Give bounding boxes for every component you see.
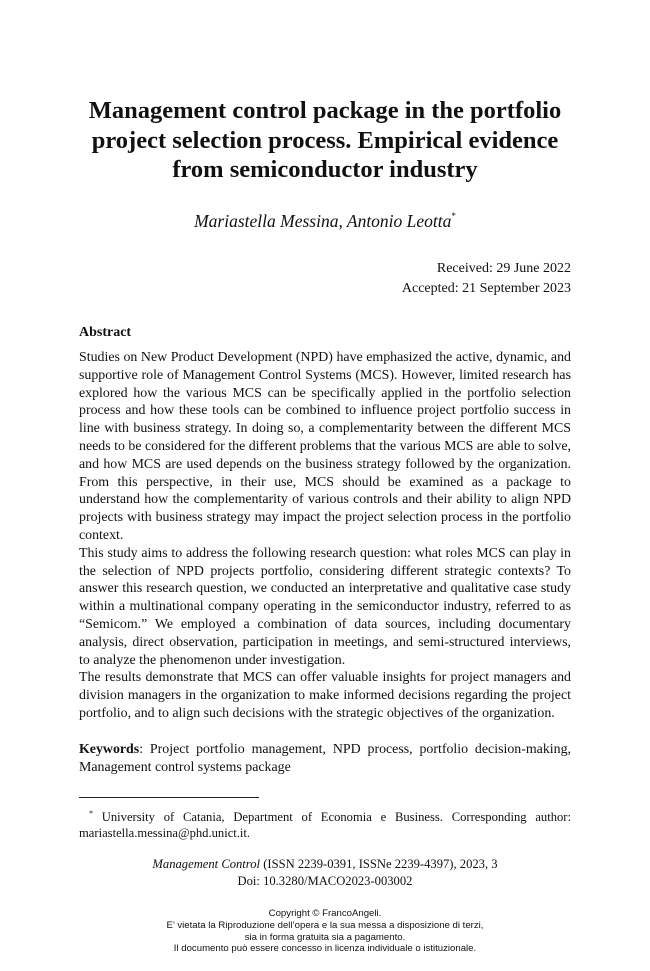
copyright-line-3: sia in forma gratuita sia a pagamento. [244,931,406,943]
title-line-1: Management control package in the portfolio [88,97,562,124]
journal-name: Management Control [152,857,261,871]
author-list [0,205,650,232]
abstract-paragraph-3: The results demonstrate that MCS can offer valuable insights for project managers and division managers in the organization to make informed decisions regarding the project portfolio, and to align such decisions with the strategic objectives of the organization. [79,670,571,721]
abstract-body [79,349,571,723]
footnote-divider [79,797,259,798]
paper-title [60,96,590,185]
keywords-label: Keywords [79,742,140,757]
author-footnote [79,806,571,841]
copyright-notice [0,908,650,955]
footnote-mark: * [89,809,93,818]
title-line-2: project selection process. Empirical evidence [91,126,559,154]
abstract-paragraph-1: Studies on New Product Development (NPD) have emphasized the active, dynamic, and supportive role of Management Control Systems (MCS). However, limited research has explored how the various MCS can be specifically applied in the portfolio selection process and how these tools can be combined to influence project portfolio success in line with business strategy. In doing so, a complementarity between the different MCS needs to be considered for the different problems that the various MCS are able to solve, and how MCS are used depends on the business strategy followed by the organization. From this perspective, in their use, MCS should be examined as a package to understand how the complementarity of various controls and their ability to align NPD projects with business strategy may impact the project selection process in the portfolio context. [79,350,571,543]
journal-citation [0,856,650,889]
abstract-heading: Abstract [79,325,132,340]
author-names: Mariastella Messina, Antonio Leotta [194,211,452,231]
received-date: Received: 29 June 2022 [436,261,571,276]
keywords-section [79,741,571,777]
submission-dates [402,259,571,299]
copyright-line-1: Copyright © FrancoAngeli. [268,908,382,919]
title-line-3: from semiconductor industry [172,156,478,183]
copyright-line-2: E’ vietata la Riproduzione dell’opera e la sua messa a disposizione di terzi, [166,919,484,931]
copyright-line-4: Il documento può essere concesso in licenza individuale o istituzionale. [173,943,477,955]
abstract-paragraph-2: This study aims to address the following research question: what roles MCS can play in the selection of NPD projects portfolio, considering different strategic contexts? To answer this research question, we conducted an interpretative and qualitative case study within a multinational company operating in the semiconductor industry, referred to as “Semicom.” We employed a combination of data sources, including documentary analysis, direct observation, participation in meetings, and semi-structured interviews, to analyze the phenomenon under investigation. [79,545,571,668]
journal-info: (ISSN 2239-0391, ISSNe 2239-4397), 2023, 3 [260,857,498,871]
keywords-text: : Project portfolio management, NPD process, portfolio decision-making, Management control systems package [79,742,571,775]
author-footnote-mark: * [451,211,456,221]
footnote-text: University of Catania, Department of Economia e Business. Corresponding author: mariastella.messina@phd.unict.it. [79,810,571,840]
doi: Doi: 10.3280/MACO2023-003002 [237,873,413,888]
accepted-date: Accepted: 21 September 2023 [401,281,571,296]
